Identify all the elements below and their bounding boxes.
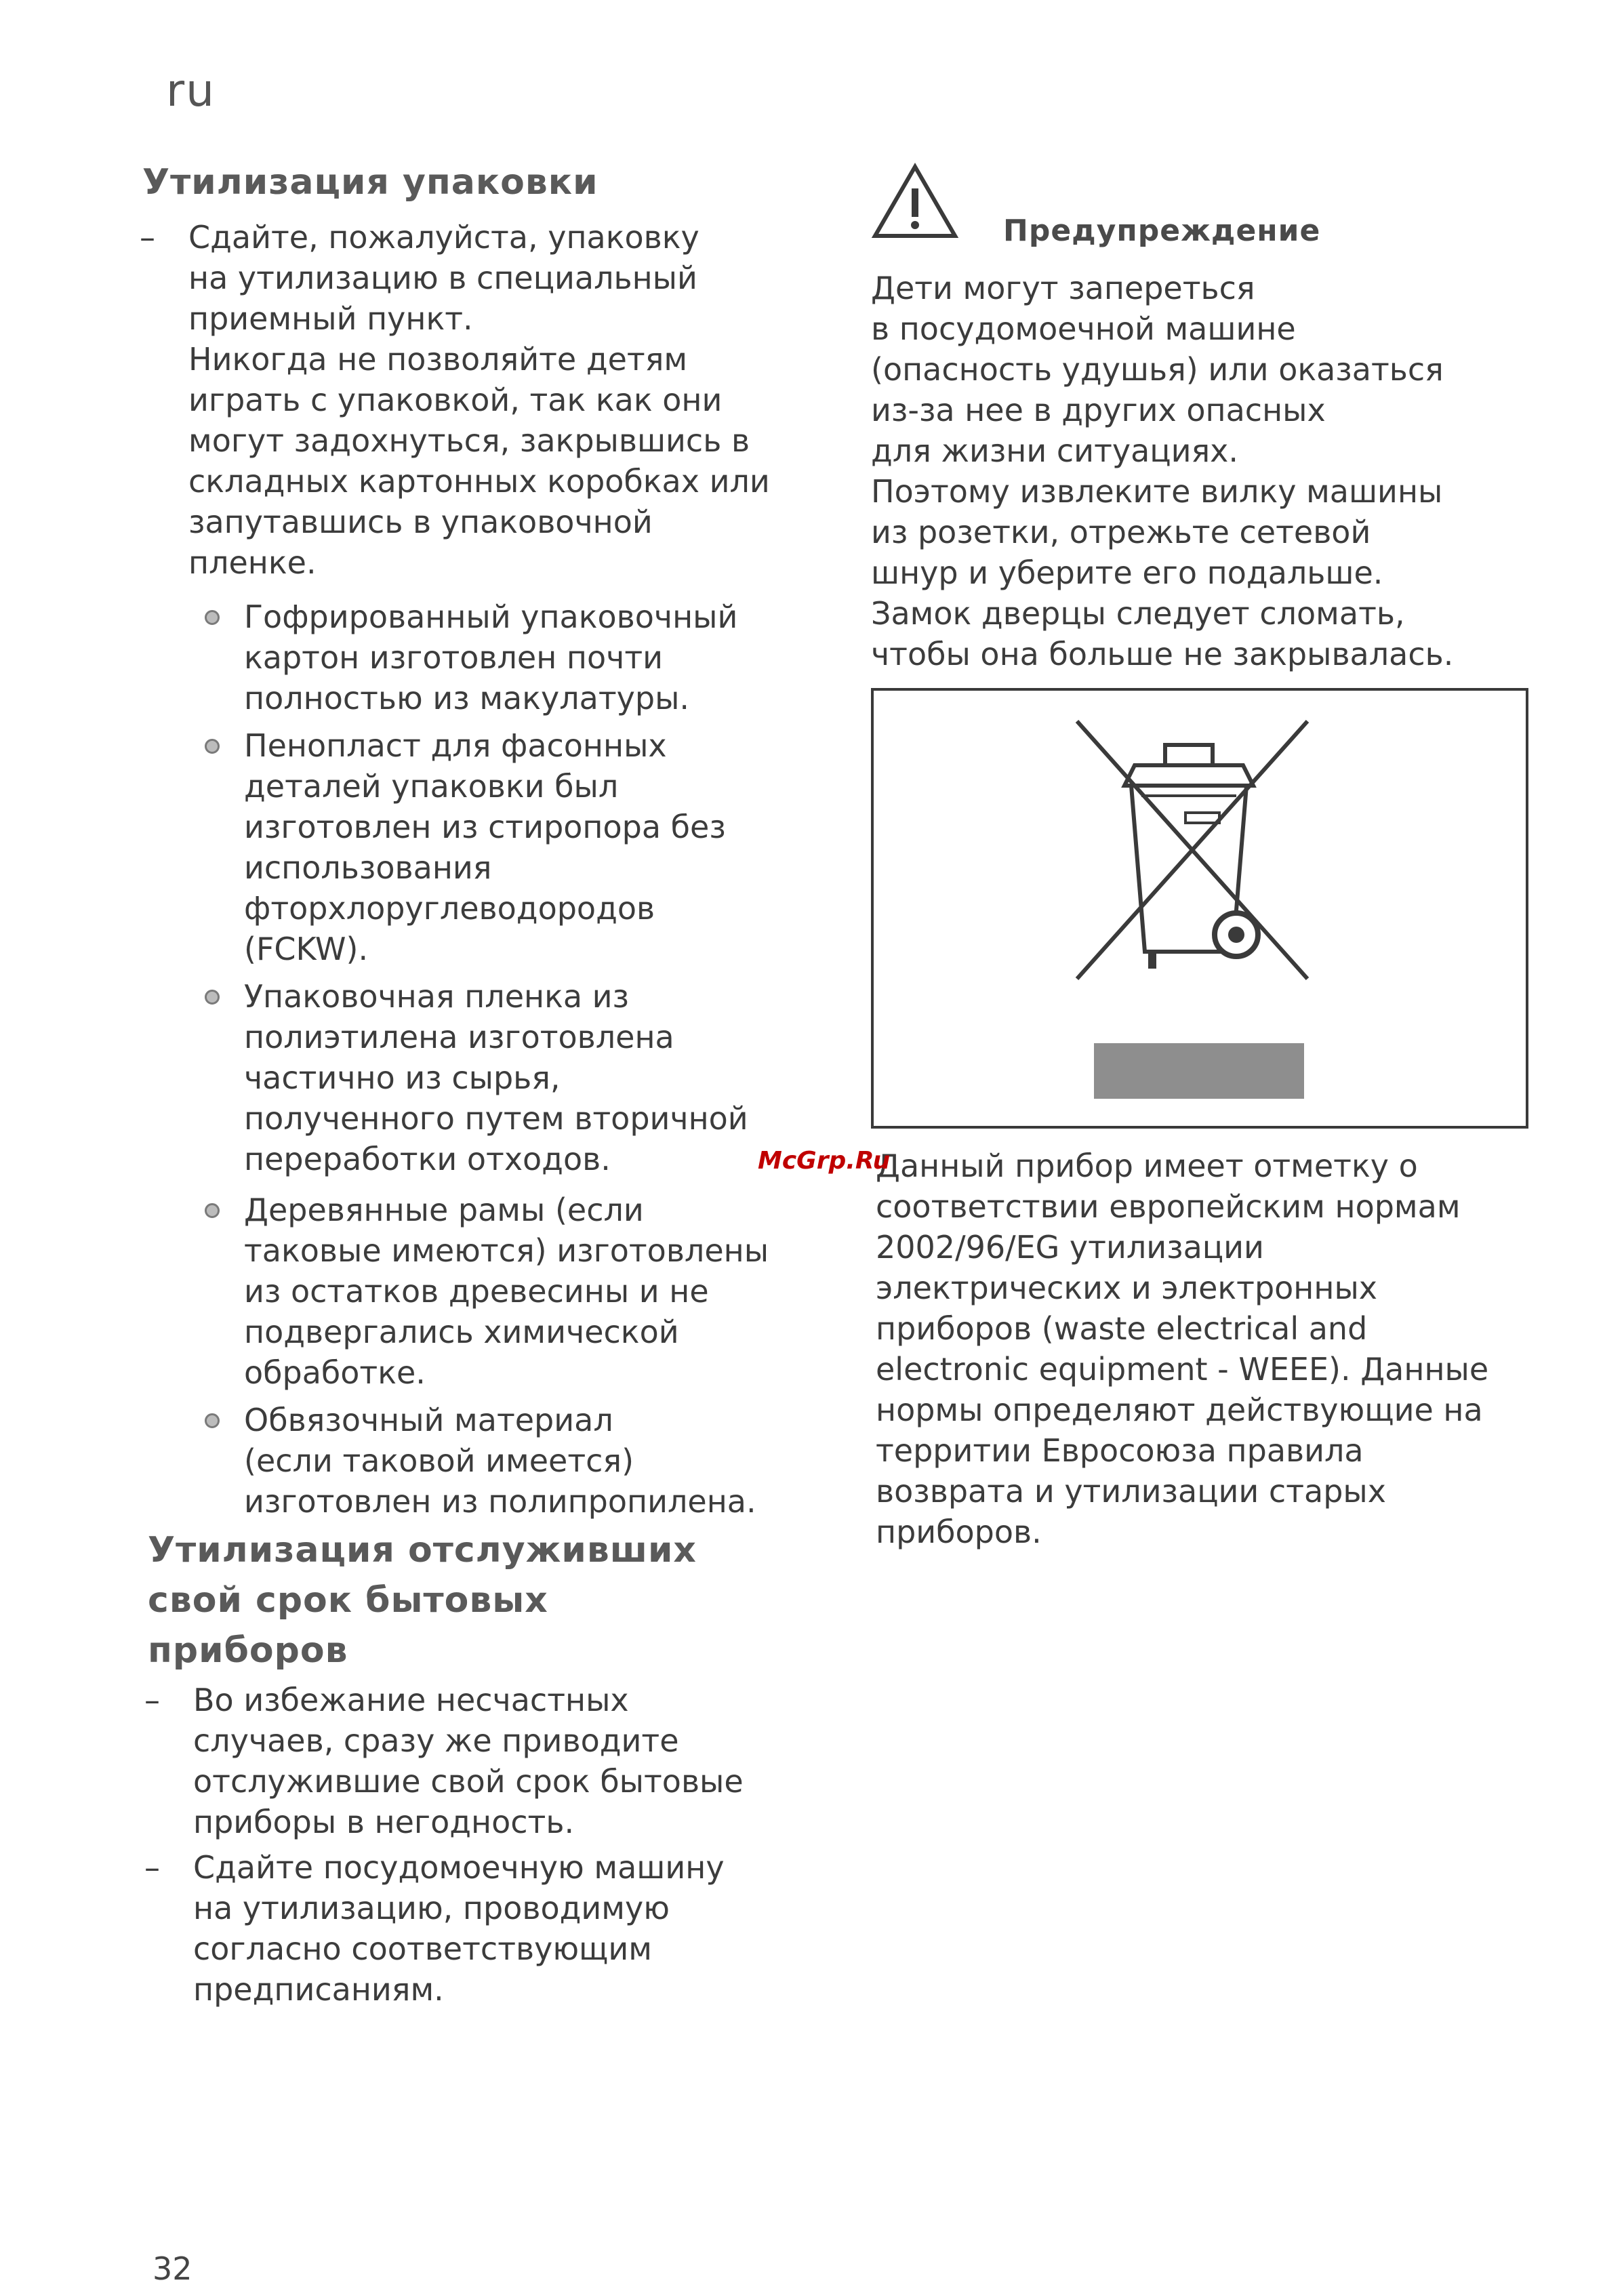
text-line: возврата и утилизации старых [876, 1473, 1386, 1510]
text-line: таковые имеются) изготовлены [244, 1232, 769, 1269]
text-line: Замок дверцы следует сломать, [871, 595, 1405, 632]
dash-marker: – [140, 219, 155, 256]
title-line: Утилизация отслуживших [148, 1530, 697, 1571]
warning-triangle-icon [871, 163, 959, 241]
dash-marker: – [144, 1682, 160, 1718]
bullet-dot [205, 1203, 220, 1218]
text-line: приборов. [876, 1514, 1042, 1550]
dash-item-disable [144, 1680, 744, 1842]
text-line: в посудомоечной машине [871, 310, 1296, 347]
text-line: (FCKW). [244, 931, 369, 967]
text-line: Во избежание несчастных [193, 1682, 629, 1718]
text-line: Пенопласт для фасонных [244, 727, 667, 764]
text-line: территии Евросоюза правила [876, 1432, 1364, 1469]
text-line: полученного путем вторичной [244, 1100, 748, 1137]
text-line: использования [244, 849, 492, 886]
text-line: могут задохнуться, закрывшись в [188, 422, 750, 459]
text-line: играть с упаковкой, так как они [188, 382, 723, 418]
text-line: Упаковочная пленка из [244, 978, 630, 1015]
text-line: для жизни ситуациях. [871, 432, 1239, 469]
text-line: случаев, сразу же приводите [193, 1722, 679, 1759]
bullet-item [244, 976, 748, 1179]
text-line: (если таковой имеется) [244, 1442, 634, 1479]
bullet-dot [205, 739, 220, 754]
text-line: из остатков древесины и не [244, 1273, 709, 1310]
text-line: Сдайте, пожалуйста, упаковку [188, 219, 699, 256]
language-code: ru [166, 64, 216, 117]
text-line: отслужившие свой срок бытовые [193, 1763, 744, 1800]
text-line: электрических и электронных [876, 1270, 1377, 1306]
dash-item-text [188, 217, 770, 583]
bullet-item [244, 725, 726, 969]
text-line: фторхлоруглеводородов [244, 890, 655, 927]
text-line: Обвязочный материал [244, 1402, 613, 1438]
bullet-item [244, 1400, 756, 1522]
text-line: изготовлен из полипропилена. [244, 1483, 756, 1520]
bullet-dot [205, 990, 220, 1005]
text-line: на утилизацию в специальный [188, 260, 697, 296]
text-line: шнур и уберите его подальше. [871, 554, 1383, 591]
text-line: полиэтилена изготовлена [244, 1019, 674, 1055]
dash-marker: – [144, 1849, 160, 1886]
bullet-dot [205, 610, 220, 625]
bullet-dot [205, 1413, 220, 1428]
text-line: складных картонных коробках или [188, 463, 770, 500]
text-line: полностью из макулатуры. [244, 680, 690, 716]
text-line: Гофрированный упаковочный [244, 599, 738, 635]
text-line: (опасность удушья) или оказаться [871, 351, 1444, 388]
watermark: McGrp.Ru [758, 1147, 891, 1175]
text-line: чтобы она больше не закрывалась. [871, 636, 1454, 672]
text-line: запутавшись в упаковочной [188, 504, 653, 540]
text-line: Дети могут запереться [871, 270, 1255, 306]
text-line: Сдайте посудомоечную машину [193, 1849, 725, 1886]
section-title-appliance-disposal [148, 1525, 697, 1676]
text-line: Данный прибор имеет отметку о [876, 1148, 1418, 1184]
text-line: картон изготовлен почти [244, 639, 664, 676]
text-line: на утилизацию, проводимую [193, 1890, 670, 1926]
text-line: изготовлен из стиропора без [244, 809, 726, 845]
text-line: согласно соответствующим [193, 1930, 652, 1967]
text-line: соответствии европейским нормам [876, 1188, 1461, 1225]
title-line: свой срок бытовых [148, 1580, 548, 1621]
text-line: деталей упаковки был [244, 768, 619, 805]
text-line: приборов (waste electrical and [876, 1310, 1368, 1347]
dash-item-recycle [144, 1847, 725, 2010]
bullet-item [244, 1190, 769, 1393]
section-title-packaging: Утилизация упаковки [142, 162, 598, 203]
text-line: приборы в негодность. [193, 1804, 575, 1840]
text-line: из розетки, отрежьте сетевой [871, 514, 1371, 550]
warning-title: Предупреждение [1003, 214, 1321, 248]
text-line: нормы определяют действующие на [876, 1392, 1483, 1428]
text-line: приемный пункт. [188, 300, 473, 337]
text-line: из-за нее в других опасных [871, 392, 1326, 428]
bullet-item [244, 596, 737, 719]
text-line: electronic equipment - WEEE). Данные [876, 1351, 1489, 1388]
crossed-bin-icon [874, 691, 1526, 1126]
warning-text [871, 268, 1453, 674]
dash-item-packaging [140, 217, 770, 583]
page-number: 32 [153, 2250, 192, 2287]
text-line: предписаниям. [193, 1971, 444, 2008]
weee-symbol-box [871, 688, 1528, 1129]
text-line: обработке. [244, 1354, 426, 1391]
text-line: переработки отходов. [244, 1141, 611, 1177]
weee-description [876, 1146, 1488, 1552]
text-line: частично из сырья, [244, 1059, 561, 1096]
text-line: 2002/96/EG утилизации [876, 1229, 1264, 1266]
text-line: Никогда не позволяйте детям [188, 341, 688, 378]
text-line: подвергались химической [244, 1314, 679, 1350]
text-line: Поэтому извлеките вилку машины [871, 473, 1443, 510]
text-line: Деревянные рамы (если [244, 1192, 644, 1228]
text-line: пленке. [188, 544, 317, 581]
title-line: приборов [148, 1630, 348, 1671]
